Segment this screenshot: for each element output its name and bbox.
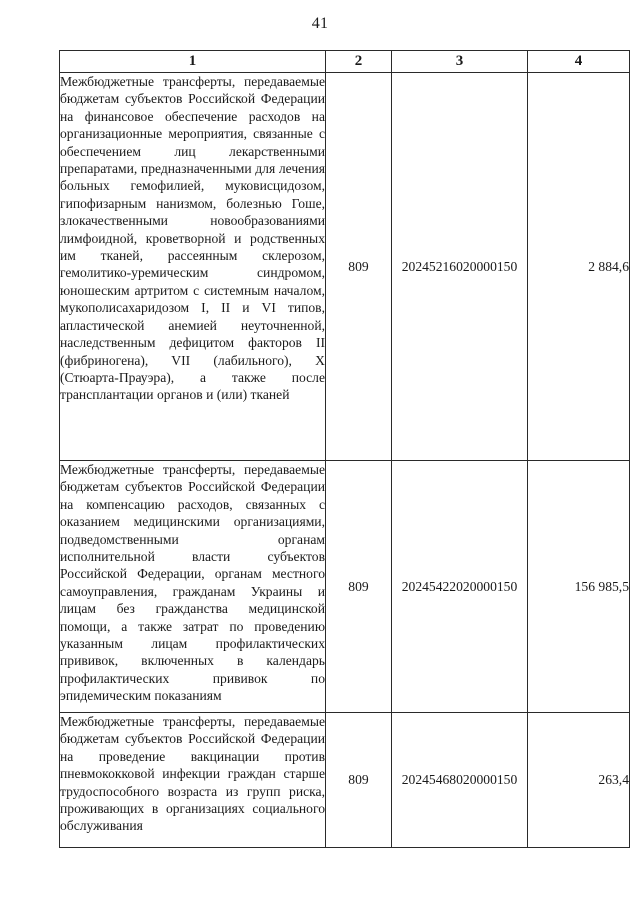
row-description-text: Межбюджетные трансферты, передаваемые бюджетам субъектов Российской Федерации на компенсацию расходов, связанных с оказанием медицинскими организациями, подведомственными органам исполнительной власти субъектов Российской Федерации, органам местного самоуправления, гражданам Украины и лицам без гражданства медицинской помощи, а также затрат по проведению указанным лицам профилактических прививок, включенных в календарь профилактических прививок по эпидемическим показаниям xyxy=(60,462,325,704)
table-header-row xyxy=(60,51,630,73)
row-description xyxy=(60,461,326,713)
row-description-text: Межбюджетные трансферты, передаваемые бюджетам субъектов Российской Федерации на проведение вакцинации против пневмококковой инфекции граждан старше трудоспособного возраста из групп риска, проживающих в организациях социального обслуживания xyxy=(60,714,325,834)
row-classification: 20245468020000150 xyxy=(392,713,528,848)
column-header-3: 3 xyxy=(392,51,528,73)
column-header-4: 4 xyxy=(528,51,630,73)
row-classification: 20245422020000150 xyxy=(392,461,528,713)
row-description-text: Межбюджетные трансферты, передаваемые бюджетам субъектов Российской Федерации на финансовое обеспечение расходов на организационные мероприятия, связанные с обеспечением лиц лекарственными препаратами, предназначенными для лечения больных гемофилией, муковисцидозом, гипофизарным нанизмом, болезнью Гоше, злокачественными новообразованиями лимфоидной, кроветворной и родственных им тканей, рассеянным склерозом, гемолитико-уремическим синдромом, юношеским артритом с системным началом, мукополисахаридозом I, II и VI типов, апластической анемией неуточненной, наследственным дефицитом факторов II (фибриногена), VII (лабильного), X (Стюарта-Прауэра), а также после трансплантации органов и (или) тканей xyxy=(60,74,325,403)
row-code: 809 xyxy=(326,713,392,848)
row-amount: 263,4 xyxy=(528,713,630,848)
row-code: 809 xyxy=(326,73,392,461)
row-amount: 2 884,6 xyxy=(528,73,630,461)
row-amount: 156 985,5 xyxy=(528,461,630,713)
budget-transfers-table xyxy=(59,50,630,848)
row-classification: 20245216020000150 xyxy=(392,73,528,461)
column-header-2: 2 xyxy=(326,51,392,73)
table-row xyxy=(60,73,630,461)
column-header-1: 1 xyxy=(60,51,326,73)
row-code: 809 xyxy=(326,461,392,713)
table-row xyxy=(60,713,630,848)
row-description xyxy=(60,713,326,848)
row-description xyxy=(60,73,326,461)
page-number: 41 xyxy=(311,15,329,32)
table-row xyxy=(60,461,630,713)
